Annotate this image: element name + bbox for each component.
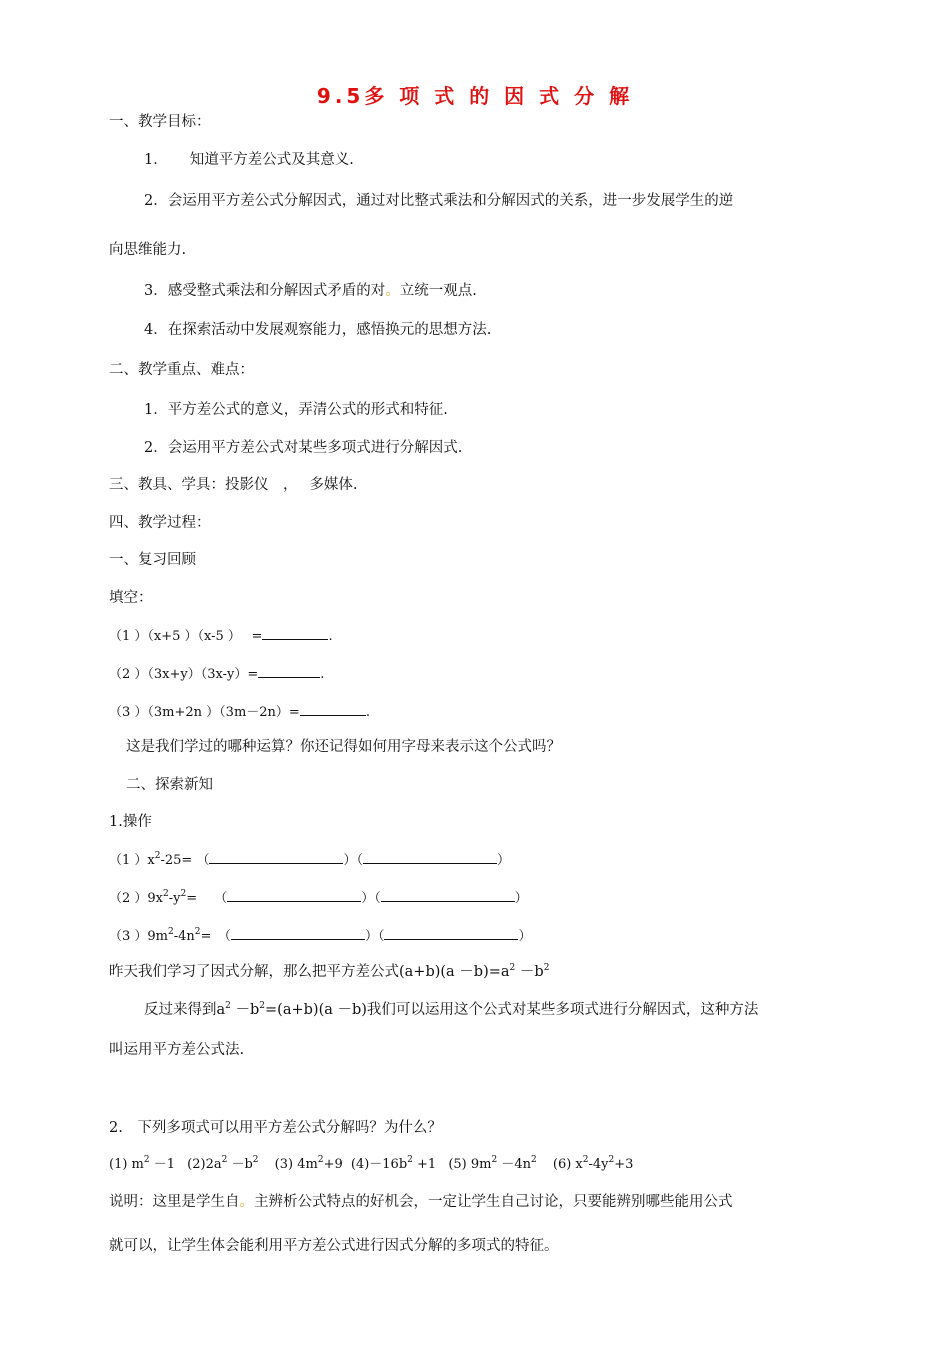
review-item-2: （2 ）（3x+y）（3x-y）= . — [109, 663, 324, 685]
section-heading-goals: 一、教学目标： — [109, 114, 211, 130]
section-heading-tools: 三、教具、学具：投影仪 ， 多媒体. — [109, 477, 358, 493]
question-2-heading: 2. 下列多项式可以用平方差公式分解吗？为什么？ — [109, 1120, 442, 1136]
review-item-3: （3 ）（3m+2n ）（3m－2n）= . — [109, 701, 370, 723]
goal-item-1: 1． 知道平方差公式及其意义. — [144, 152, 354, 168]
polynomial-item: $(4)-16b^2 +1$ — [350, 1155, 437, 1172]
formula-paragraph-2: 反过来得到$a^2 -b^2=(a+b)(a -b)$我们可以运用这个公式对某些多项式进行分解因式，这种方法 — [144, 1001, 759, 1018]
note-line-2: 就可以，让学生体会能利用平方差公式进行因式分解的多项式的特征。 — [109, 1238, 559, 1254]
operation-row-2: （2 ）$9x^2-y^2=$ （ ）（ ） — [109, 889, 528, 906]
answer-blank[interactable] — [384, 925, 518, 940]
explore-heading: 二、探索新知 — [126, 777, 213, 793]
note-line-1: 说明：这里是学生自。主辨析公式特点的好机会，一定让学生自己讨论，只要能辨别哪些能用公式 — [109, 1194, 733, 1210]
keypoint-item-1: 1．平方差公式的意义，弄清公式的形式和特征. — [144, 402, 448, 418]
operation-label: 1.操作 — [109, 814, 152, 830]
page-title: 9.5多 项 式 的 因 式 分 解 — [316, 84, 634, 108]
answer-blank[interactable] — [262, 625, 328, 640]
answer-blank[interactable] — [381, 887, 515, 902]
goal-item-2-cont: 向思维能力. — [109, 242, 187, 258]
answer-blank[interactable] — [209, 849, 343, 864]
operation-row-1: （1 ）$x^2-25=$ （ ）（ ） — [109, 851, 510, 868]
fill-label: 填空： — [109, 590, 153, 606]
review-heading: 一、复习回顾 — [109, 552, 196, 568]
polynomial-item: $(2)2a^2 -b^2$ — [187, 1155, 259, 1172]
goal-item-4: 4．在探索活动中发展观察能力，感悟换元的思想方法. — [144, 322, 492, 338]
polynomial-item: (5) $9m^2 -4n^2$ — [448, 1155, 537, 1172]
polynomial-item: (3) $4m^2+9$ — [274, 1155, 343, 1172]
answer-blank[interactable] — [227, 887, 361, 902]
answer-blank[interactable] — [300, 701, 366, 716]
polynomial-item: (1) $m^2 -1$ — [109, 1155, 176, 1172]
review-question: 这是我们学过的哪种运算？你还记得如何用字母来表示这个公式吗？ — [126, 739, 561, 755]
keypoint-item-2: 2．会运用平方差公式对某些多项式进行分解因式. — [144, 440, 463, 456]
goal-item-2: 2．会运用平方差公式分解因式，通过对比整式乘法和分解因式的关系，进一步发展学生的逆 — [144, 193, 734, 209]
review-item-1: （1 ）（x+5 ）（x-5 ） = . — [109, 625, 333, 647]
goal-item-3: 3．感受整式乘法和分解因式矛盾的对。立统一观点. — [144, 283, 477, 299]
polynomial-list — [109, 1155, 633, 1175]
formula-paragraph-1: 昨天我们学习了因式分解，那么把平方差公式$(a+b)(a -b)=a^2 -b^2$ — [109, 963, 550, 980]
answer-blank[interactable] — [363, 849, 497, 864]
section-heading-process: 四、教学过程： — [109, 515, 211, 531]
formula-paragraph-3: 叫运用平方差公式法. — [109, 1042, 245, 1058]
answer-blank[interactable] — [258, 663, 320, 678]
operation-row-3: （3 ）$9m^2-4n^2=$ （ ）（ ） — [109, 927, 532, 944]
polynomial-item: (6) $x^2-4y^2+3$ — [552, 1155, 634, 1172]
section-heading-keypoints: 二、教学重点、难点： — [109, 362, 254, 378]
answer-blank[interactable] — [231, 925, 365, 940]
